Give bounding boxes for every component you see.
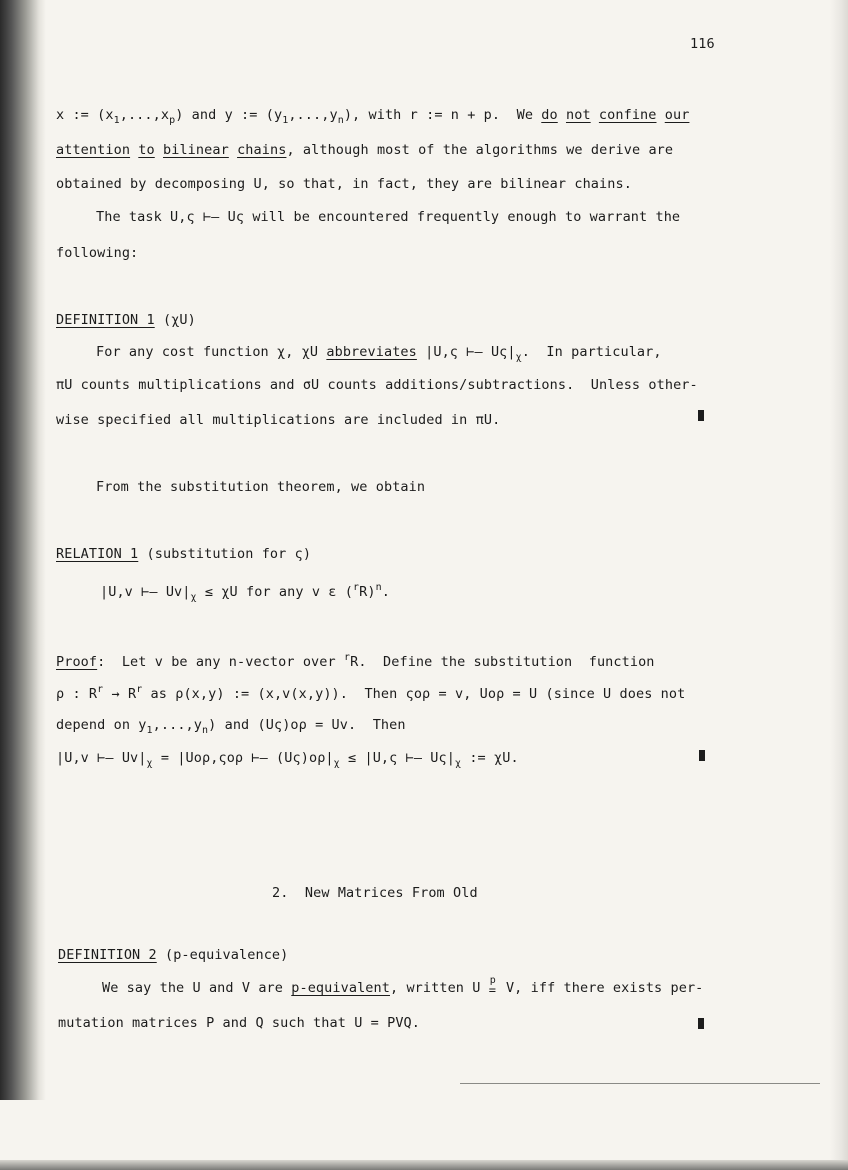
page-number: 116: [690, 36, 715, 52]
paragraph-2-line-2: following:: [56, 245, 139, 261]
page-edge: [830, 0, 848, 1170]
definition-1-line-2: πU counts multiplications and σU counts additions/subtractions. Unless other-: [56, 377, 698, 393]
definition-2-heading: DEFINITION 2 (p-equivalence): [58, 947, 289, 963]
end-of-definition-2-mark: [698, 1018, 704, 1029]
proof-line-2: ρ : $R^r \to R^r$ as ρ(x,y) := (x,v(x,y)). Then ςoρ = v, Uoρ = U (since U does not: [56, 684, 686, 702]
paragraph-3-line-1: From the substitution theorem, we obtain: [96, 479, 426, 495]
proof-line-1: Proof: Let v be any n-vector over $^r$R. Define the substitution function: [56, 652, 655, 670]
definition-2-line-1: We say the U and V are p-equivalent, written U p = V, iff there exists per-: [102, 975, 704, 997]
definition-1-line-3: wise specified all multiplications are included in πU.: [56, 412, 501, 428]
binding-shadow: [0, 0, 46, 1100]
paragraph-1-line-3: obtained by decomposing U, so that, in fact, they are bilinear chains.: [56, 176, 632, 192]
paragraph-1-line-1: x := $(x_1,...,x_p)$ and y := $(y_1,...,y_n)$, with r := n + p. We do not confine our: [56, 107, 690, 126]
bottom-shadow: [0, 1160, 848, 1170]
definition-1-heading: DEFINITION 1 (χU): [56, 312, 196, 328]
p-equivalence-symbol: p =: [488, 975, 497, 997]
paragraph-1-line-2: attention to bilinear chains, although most of the algorithms we derive are: [56, 142, 674, 158]
proof-line-3: depend on $y_1,...,y_n$) and (Uς)oρ = Uv. Then: [56, 717, 406, 736]
end-of-proof-mark: [699, 750, 705, 761]
definition-1-line-1: For any cost function χ, χU abbreviates |U,ς ⊢— $U\varsigma|_\chi$. In particular,: [96, 344, 662, 363]
end-of-definition-mark: [698, 410, 704, 421]
paragraph-2-line-1: The task U,ς ⊢— Uς will be encountered frequently enough to warrant the: [96, 209, 681, 225]
relation-1-heading: RELATION 1 (substitution for ς): [56, 546, 312, 562]
definition-2-line-2: mutation matrices P and Q such that U = PVQ.: [58, 1015, 421, 1031]
section-heading: 2. New Matrices From Old: [272, 885, 478, 901]
proof-line-4: |U,v ⊢— $Uv|_\chi = |Uo\rho,\varsigma o\rho$ ⊢— $(U\varsigma)o\rho|_\chi \le |U,\varsigma$ ⊢— $U\varsigma|_\chi$ := χU.: [56, 750, 519, 769]
bottom-rule: [460, 1083, 820, 1084]
relation-1-formula: |U,v ⊢— $Uv|_\chi \le \chi U$ for any v ε $(^rR)^n$.: [100, 582, 390, 603]
